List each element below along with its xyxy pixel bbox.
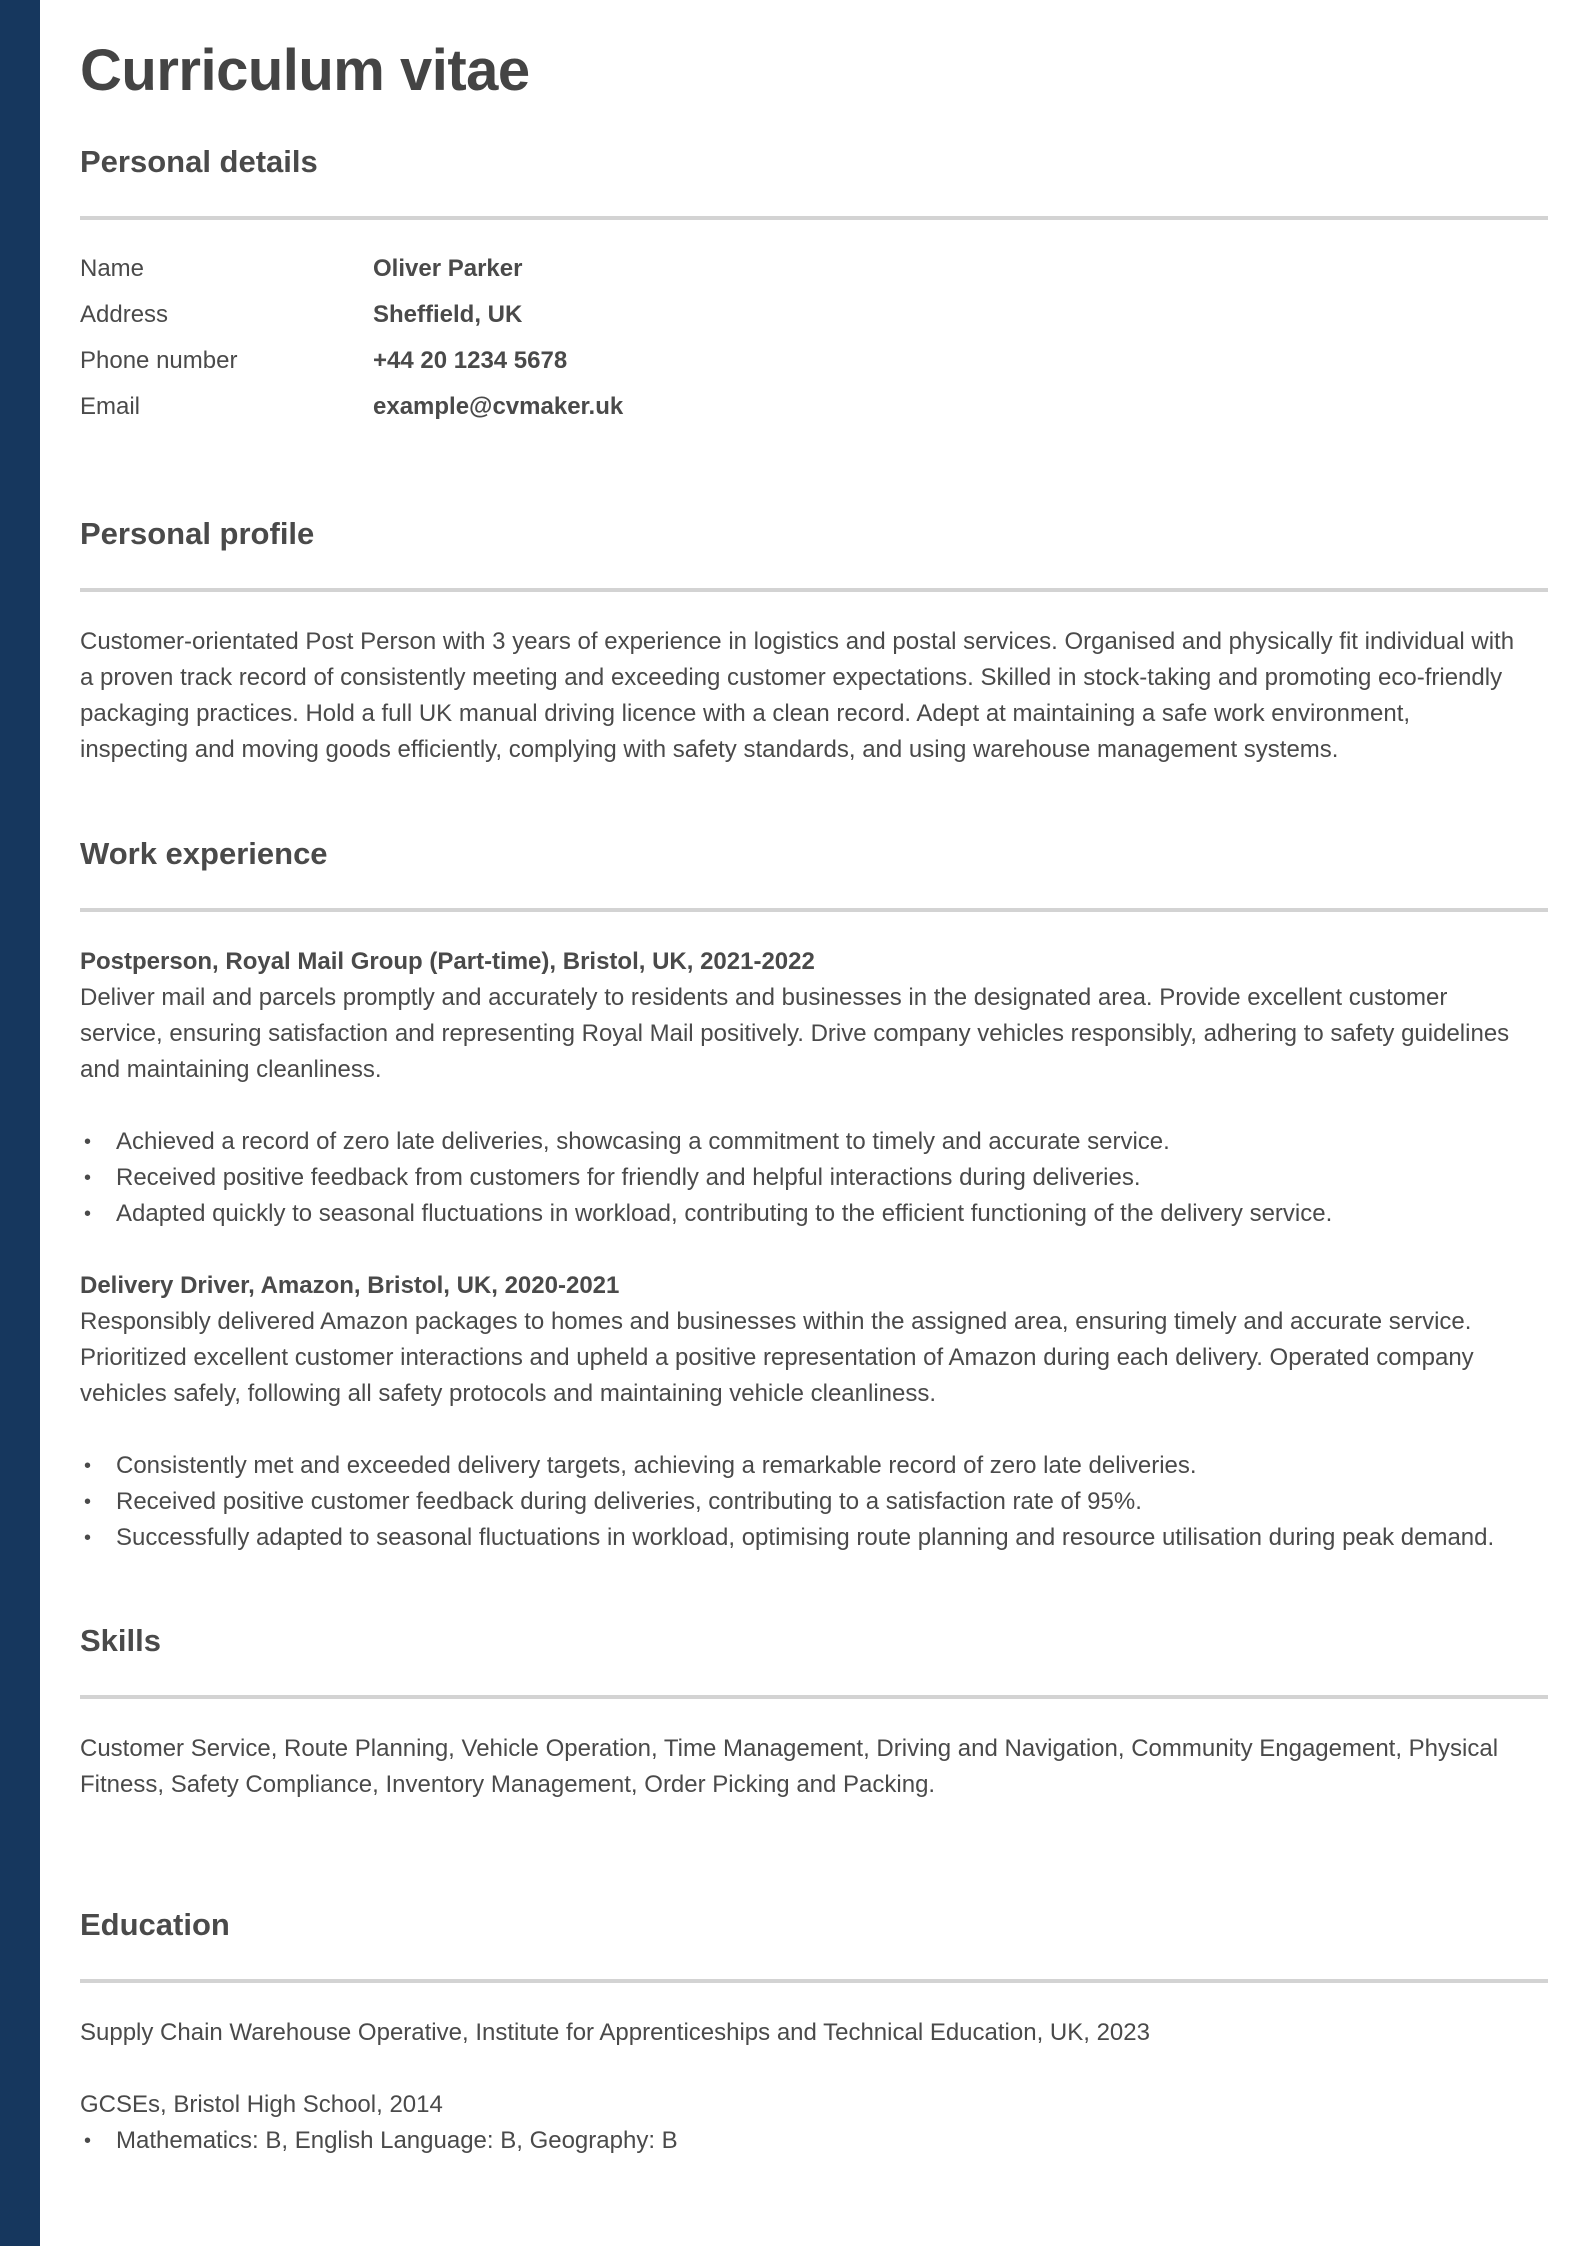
section-title-personal-details: Personal details <box>80 144 318 179</box>
section-divider <box>80 1979 1548 1983</box>
profile-line: packaging practices. Hold a full UK manual driving licence with a clean record. Adept at maintaining a safe work environment, <box>80 700 1411 727</box>
section-divider <box>80 216 1548 220</box>
section-title-skills: Skills <box>80 1623 161 1658</box>
section-divider <box>80 588 1548 592</box>
bullet-item <box>80 1448 1548 1484</box>
section-divider <box>80 908 1548 912</box>
details-row-name <box>80 246 1548 292</box>
bullet-icon: • <box>84 2130 92 2152</box>
bullet-icon: • <box>84 1491 92 1513</box>
bullet-item <box>80 1124 1548 1160</box>
profile-line: a proven track record of consistently meeting and exceeding customer expectations. Skilled in stock-taking and promoting eco-friendly <box>80 664 1503 691</box>
skills-line: Customer Service, Route Planning, Vehicle Operation, Time Management, Driving and Navigation, Community Engagement, Physical <box>80 1735 1499 1762</box>
job-description <box>80 980 1548 1088</box>
section-divider <box>80 1695 1548 1699</box>
job-achievements <box>80 1448 1548 1556</box>
job-title: Delivery Driver, Amazon, Bristol, UK, 2020-2021 <box>80 1272 620 1299</box>
details-value: Sheffield, UK <box>373 301 523 328</box>
document-title: Curriculum vitae <box>80 38 530 103</box>
details-value: Oliver Parker <box>373 255 523 282</box>
personal-details-section <box>80 140 1548 420</box>
bullet-text: Mathematics: B, English Language: B, Geography: B <box>116 2127 678 2154</box>
job-description <box>80 1304 1548 1412</box>
details-value: +44 20 1234 5678 <box>373 347 568 374</box>
profile-text <box>80 624 1548 768</box>
bullet-text: Successfully adapted to seasonal fluctuations in workload, optimising route planning and resource utilisation during peak demand. <box>116 1524 1495 1551</box>
job-entry <box>80 944 1548 1232</box>
profile-line: Customer-orientated Post Person with 3 years of experience in logistics and postal services. Organised and physically fit individual with <box>80 628 1515 655</box>
personal-profile-section <box>80 512 1548 763</box>
bullet-icon: • <box>84 1131 92 1153</box>
bullet-item <box>80 1196 1548 1232</box>
bullet-icon: • <box>84 1527 92 1549</box>
section-title-work-experience: Work experience <box>80 836 328 871</box>
education-grades <box>80 2123 1548 2159</box>
skills-section <box>80 1619 1548 1798</box>
details-row-phone <box>80 338 1548 384</box>
bullet-text: Consistently met and exceeded delivery targets, achieving a remarkable record of zero late deliveries. <box>116 1452 1197 1479</box>
bullet-text: Adapted quickly to seasonal fluctuations in workload, contributing to the efficient functioning of the delivery service. <box>116 1200 1333 1227</box>
job-description-line: Responsibly delivered Amazon packages to homes and businesses within the assigned area, ensuring timely and accurate service. <box>80 1308 1472 1335</box>
details-table <box>80 246 1548 430</box>
bullet-text: Received positive customer feedback during deliveries, contributing to a satisfaction rate of 95%. <box>116 1488 1142 1515</box>
section-title-personal-profile: Personal profile <box>80 516 315 551</box>
profile-line: inspecting and moving goods efficiently, complying with safety standards, and using warehouse management systems. <box>80 736 1339 763</box>
job-description-line: and maintaining cleanliness. <box>80 1056 382 1083</box>
work-experience-section <box>80 832 1548 1551</box>
bullet-text: Received positive feedback from customers for friendly and helpful interactions during deliveries. <box>116 1164 1141 1191</box>
details-label: Name <box>80 255 145 282</box>
bullet-text: Achieved a record of zero late deliveries, showcasing a commitment to timely and accurate service. <box>116 1128 1170 1155</box>
bullet-icon: • <box>84 1455 92 1477</box>
bullet-item <box>80 2123 1548 2159</box>
details-label: Phone number <box>80 347 238 374</box>
details-label: Email <box>80 393 141 420</box>
details-value: example@cvmaker.uk <box>373 393 624 420</box>
job-description-line: Prioritized excellent customer interactions and upheld a positive representation of Amazon during each delivery. Operated company <box>80 1344 1474 1371</box>
bullet-item <box>80 1484 1548 1520</box>
bullet-icon: • <box>84 1203 92 1225</box>
job-description-line: vehicles safely, following all safety protocols and maintaining vehicle cleanliness. <box>80 1380 937 1407</box>
job-title: Postperson, Royal Mail Group (Part-time), Bristol, UK, 2021-2022 <box>80 948 815 975</box>
job-achievements <box>80 1124 1548 1232</box>
skills-text <box>80 1731 1548 1803</box>
job-entry <box>80 1268 1548 1556</box>
job-description-line: Deliver mail and parcels promptly and accurately to residents and businesses in the designated area. Provide excellent customer <box>80 984 1448 1011</box>
education-entry-text: Supply Chain Warehouse Operative, Institute for Apprenticeships and Technical Education, UK, 2023 <box>80 2019 1150 2046</box>
section-title-education: Education <box>80 1907 230 1942</box>
job-description-line: service, ensuring satisfaction and representing Royal Mail positively. Drive company vehicles responsibly, adhering to safety guidelines <box>80 1020 1510 1047</box>
education-entry-text: GCSEs, Bristol High School, 2014 <box>80 2091 443 2118</box>
education-entry <box>80 2015 1548 2051</box>
details-label: Address <box>80 301 169 328</box>
details-row-email <box>80 384 1548 430</box>
left-accent-bar <box>0 0 40 2246</box>
education-entry <box>80 2087 1548 2159</box>
bullet-icon: • <box>84 1167 92 1189</box>
bullet-item <box>80 1520 1548 1556</box>
bullet-item <box>80 1160 1548 1196</box>
education-section <box>80 1903 1548 2154</box>
details-row-address <box>80 292 1548 338</box>
skills-line: Fitness, Safety Compliance, Inventory Management, Order Picking and Packing. <box>80 1771 936 1798</box>
